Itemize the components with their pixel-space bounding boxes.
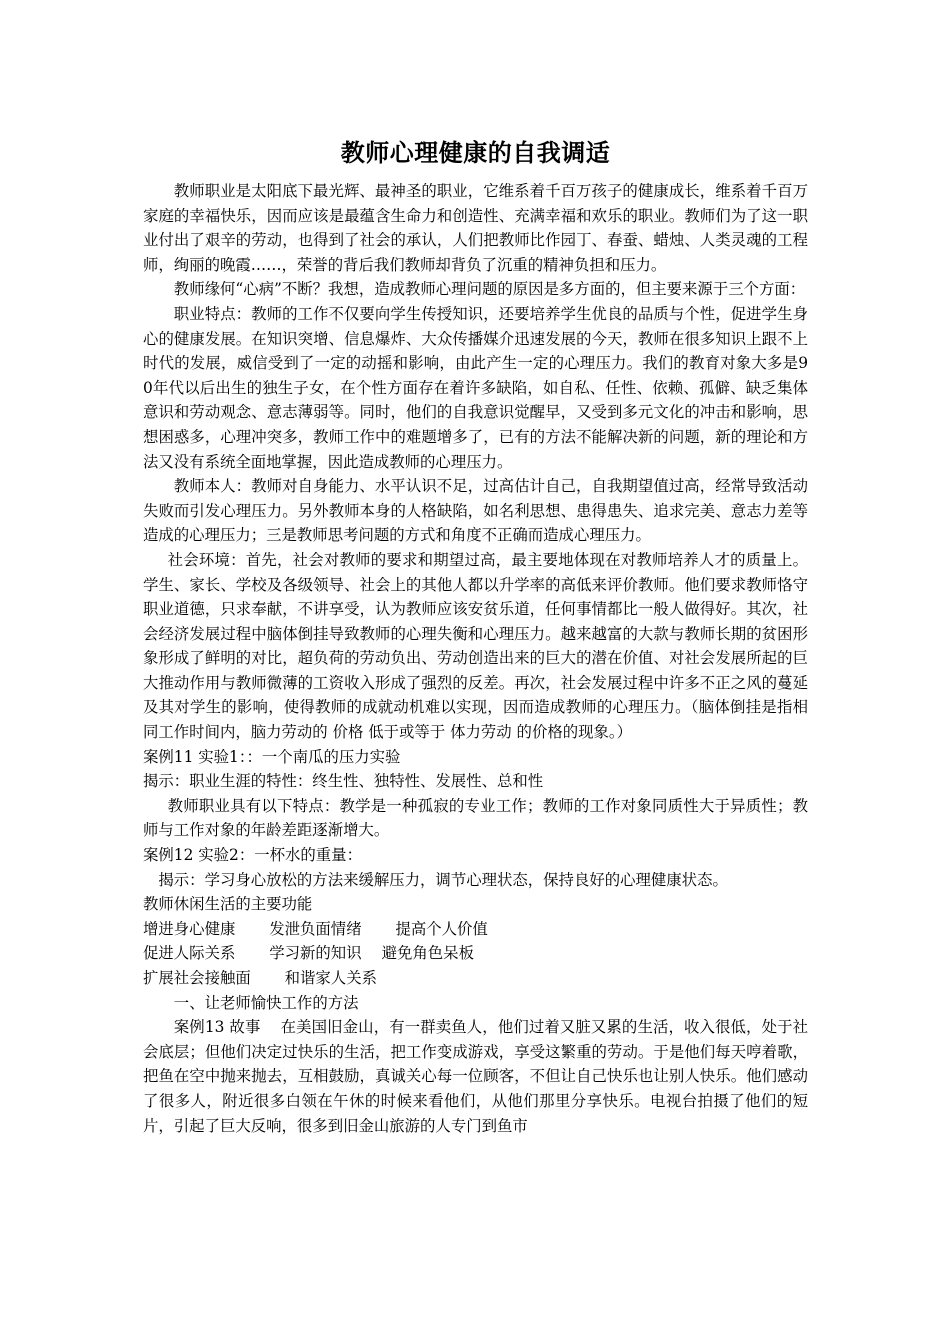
function-item: 发泄负面情绪 bbox=[269, 919, 362, 938]
paragraph-occupation: 职业特点：教师的工作不仅要向学生传授知识，还要培养学生优良的品质与个性，促进学生身心的健康发展。在知识突增、信息爆炸、大众传播媒介迅速发展的今天，教师在很多知识上跟不上时代的发展，威信受到了一定的动摇和影响，由此产生一定的心理压力。我们的教育对象大多是90年代以后出生的独生子女，在个性方面存在着许多缺陷，如自私、任性、依赖、孤僻、缺乏集体意识和劳动观念、意志薄弱等。同时，他们的自我意识觉醒早，又受到多元文化的冲击和影响，思想困惑多，心理冲突多，教师工作中的难题增多了，已有的方法不能解决新的问题，新的理论和方法又没有系统全面地掌握，因此造成教师的心理压力。 bbox=[143, 304, 808, 471]
paragraph-causes: 教师缘何“心病”不断？我想，造成教师心理问题的原因是多方面的，但主要来源于三个方面： bbox=[173, 280, 806, 299]
function-item: 和谐家人关系 bbox=[284, 969, 377, 987]
reveal-1-line: 揭示：职业生涯的特性：终生性、独特性、发展性、总和性 bbox=[143, 772, 544, 791]
function-item: 促进人际关系 bbox=[143, 944, 236, 963]
case-11-line: 案例11 实验1：：一个南瓜的压力实验 bbox=[143, 747, 401, 766]
paragraph-intro: 教师职业是太阳底下最光辉、最神圣的职业，它维系着千百万孩子的健康成长，维系着千百万家庭的幸福快乐，因而应该是最蕴含生命力和创造性、充满幸福和欢乐的职业。教师们为了这一职业付出了艰辛的劳动，也得到了社会的承认，人们把教师比作园丁、春蚕、蜡烛、人类灵魂的工程师，绚丽的晚霞……，荣誉的背后我们教师却背负了沉重的精神负担和压力。 bbox=[143, 182, 808, 274]
case-13-text: 在美国旧金山，有一群卖鱼人，他们过着又脏又累的生活，收入很低，处于社会底层；但他们决定过快乐的生活，把工作变成游戏，享受这繁重的劳动。于是他们每天哼着歌，把鱼在空中抛来抛去，互相鼓励，真诚关心每一位顾客，不但让自己快乐也让别人快乐。他们感动了很多人，附近很多白领在午休的时候来看他们，从他们那里分享快乐。电视台拍摄了他们的短片，引起了巨大反响，很多到旧金山旅游的人专门到鱼市 bbox=[143, 1018, 808, 1135]
function-item: 避免角色呆板 bbox=[381, 944, 474, 963]
case-13-label: 案例13 故事 bbox=[173, 1018, 261, 1037]
reveal-2-line: 揭示：学习身心放松的方法来缓解压力，调节心理状态，保持良好的心理健康状态。 bbox=[158, 870, 728, 889]
leisure-heading: 教师休闲生活的主要功能 bbox=[143, 895, 313, 914]
paragraph-job-features: 教师职业具有以下特点：教学是一种孤寂的专业工作；教师的工作对象同质性大于异质性；教师与工作对象的年龄差距逐渐增大。 bbox=[143, 796, 808, 840]
function-row-2 bbox=[143, 941, 808, 966]
function-item: 增进身心健康 bbox=[143, 919, 236, 938]
section-heading-1: 一、让老师愉快工作的方法 bbox=[173, 993, 359, 1012]
case-12-line: 案例12 实验2：一杯水的重量： bbox=[143, 846, 362, 865]
paragraph-teacher-self: 教师本人：教师对自身能力、水平认识不足，过高估计自己，自我期望值过高，经常导致活动失败而引发心理压力。另外教师本身的人格缺陷，如名利思想、患得患失、追求完美、意志力差等造成的心理压力；三是教师思考问题的方式和角度不正确而造成心理压力。 bbox=[143, 477, 808, 545]
document-title: 教师心理健康的自我调适 bbox=[340, 139, 611, 167]
paragraph-social-environment: 社会环境：首先，社会对教师的要求和期望过高，最主要地体现在对教师培养人才的质量上。学生、家长、学校及各级领导、社会上的其他人都以升学率的高低来评价教师。他们要求教师恪守职业道德，只求奉献，不讲享受，认为教师应该安贫乐道，任何事情都比一般人做得好。其次，社会经济发展过程中脑体倒挂导致教师的心理失衡和心理压力。越来越富的大款与教师长期的贫困形象形成了鲜明的对比，超负荷的劳动负出、劳动创造出来的巨大的潜在价值、对社会发展所起的巨大推动作用与教师微薄的工资收入形成了强烈的反差。再次，社会发展过程中许多不正之风的蔓延及其对学生的影响，使得教师的成就动机难以实现，因而造成教师的心理压力。（脑体倒挂是指相同工作时间内，脑力劳动的 价格 低于或等于 体力劳动 的价格的现象。） bbox=[143, 550, 808, 742]
function-item: 学习新的知识 bbox=[269, 944, 362, 963]
function-row-1 bbox=[143, 917, 808, 942]
function-item: 提高个人价值 bbox=[395, 919, 488, 938]
document-body bbox=[143, 136, 808, 1138]
function-item: 扩展社会接触面 bbox=[143, 969, 251, 987]
function-row-3 bbox=[143, 966, 808, 991]
paragraph-case-13 bbox=[143, 1015, 808, 1138]
